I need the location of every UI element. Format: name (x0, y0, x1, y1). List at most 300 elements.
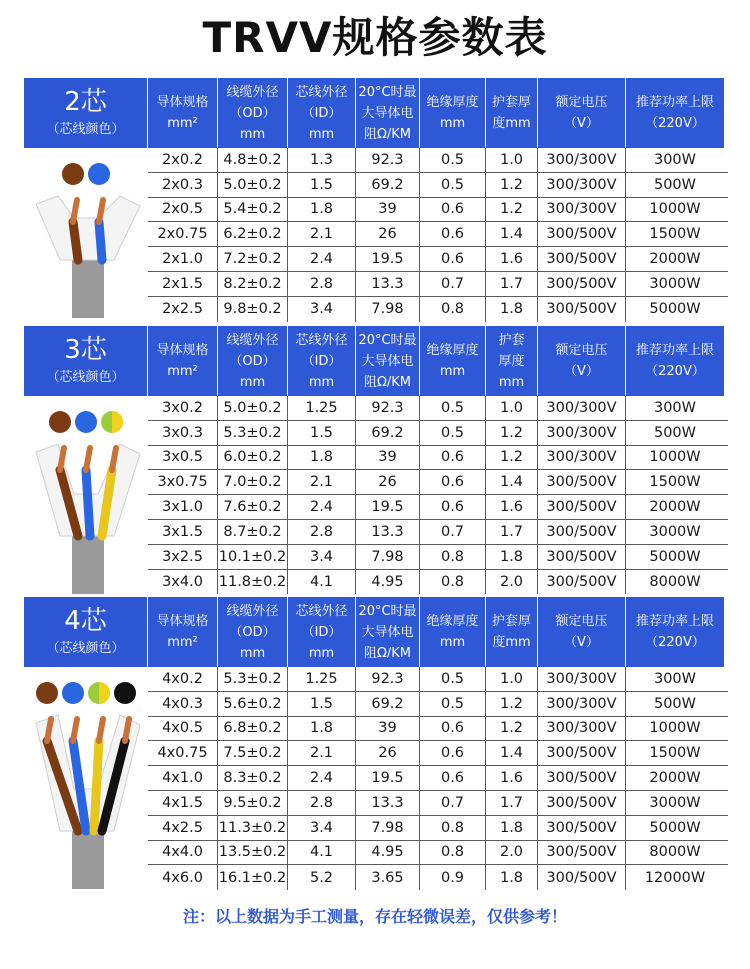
table-cell: 1500W (649, 226, 701, 243)
table-cell: 1.8 (486, 545, 538, 569)
cable-image (24, 148, 148, 322)
column-header (356, 78, 420, 148)
table-cell: 8.7±0.2 (218, 520, 288, 544)
table-cell: 2.8 (288, 520, 356, 544)
core-color-dot (62, 163, 84, 185)
table-cell: 1.0 (486, 396, 538, 420)
table-body (148, 396, 728, 594)
table-cell: 2.4 (288, 495, 356, 519)
table-cell: 92.3 (356, 148, 420, 172)
table-cell: 19.5 (356, 766, 420, 790)
column-header-line: （V） (564, 635, 599, 650)
copper-conductor (99, 200, 103, 222)
table-cell: 1.6 (486, 495, 538, 519)
core-wire (86, 470, 90, 536)
table-cell: 4.1 (288, 570, 356, 595)
table-cell: 6.2±0.2 (218, 222, 288, 246)
cable-sheath (72, 536, 104, 594)
table-cell: 1.6 (486, 766, 538, 790)
table-cell: 1.8 (486, 865, 538, 890)
copper-conductor (99, 719, 103, 741)
table-cell: 13.3 (356, 791, 420, 815)
column-header (288, 597, 356, 667)
column-header-line: 绝缘厚度 (426, 614, 479, 629)
table-cell: 300/300V (538, 198, 626, 222)
table-row (148, 520, 728, 545)
table-cell: 1.0 (486, 667, 538, 691)
column-header (218, 78, 288, 148)
column-header (218, 326, 288, 396)
table-cell: 0.5 (420, 148, 486, 172)
column-header-line: （V） (564, 116, 599, 131)
table-cell: 39 (356, 446, 420, 470)
table-cell: 6.0±0.2 (218, 446, 288, 470)
table-cell: 2x0.5 (148, 198, 218, 222)
table-cell: 2.8 (288, 272, 356, 296)
copper-conductor (112, 448, 116, 470)
table-row (148, 198, 728, 223)
table-cell: 300/500V (538, 791, 626, 815)
table-header (24, 78, 728, 148)
table-cell: 1.5 (288, 421, 356, 445)
table-cell: 4x1.0 (148, 766, 218, 790)
table-cell: 300/500V (538, 741, 626, 765)
cable-image (24, 667, 148, 890)
column-header-line: mm (308, 126, 335, 142)
table-cell: 19.5 (356, 247, 420, 271)
column-header-line: 导体规格 (156, 95, 209, 110)
column-header-line: （ID） (301, 353, 342, 369)
table-cell: 0.9 (420, 865, 486, 890)
table-cell: 4x0.2 (148, 667, 218, 691)
table-cell: 4.1 (288, 841, 356, 865)
table-cell: 69.2 (356, 692, 420, 716)
table-cell: 9.8±0.2 (218, 297, 288, 322)
table-cell: 2.8 (288, 791, 356, 815)
table-cell: 4x6.0 (148, 865, 218, 890)
table-row (148, 545, 728, 570)
table-cell: 3x4.0 (148, 570, 218, 595)
table-cell: 0.6 (420, 470, 486, 494)
table-header (24, 597, 728, 667)
table-cell: 2.1 (288, 222, 356, 246)
table-cell: 1.4 (486, 222, 538, 246)
table-cell: 5000W (649, 819, 701, 836)
table-cell: 1.4 (486, 470, 538, 494)
table-cell: 19.5 (356, 495, 420, 519)
table-cell: 0.5 (420, 421, 486, 445)
table-cell: 300/300V (538, 173, 626, 197)
table-row (148, 222, 728, 247)
table-cell: 0.6 (420, 446, 486, 470)
table-cell: 0.7 (420, 791, 486, 815)
column-header-line: 芯线外径 (295, 332, 348, 348)
column-header-line: 护套厚 (491, 614, 531, 629)
cable-illustration (24, 667, 148, 889)
table-cell: 1.2 (486, 198, 538, 222)
table-cell: 1000W (649, 201, 701, 218)
table-cell: 0.5 (420, 396, 486, 420)
table-cell: 5.4±0.2 (218, 198, 288, 222)
table-cell: 300/500V (538, 222, 626, 246)
table-cell: 1.5 (288, 692, 356, 716)
table-cell: 300W (653, 151, 696, 168)
table-cell: 13.5±0.2 (218, 841, 288, 865)
column-header-line: mm (439, 635, 466, 650)
column-header (626, 78, 724, 148)
table-cell: 300/300V (538, 446, 626, 470)
table-header (24, 326, 728, 396)
table-cell: 3x1.5 (148, 520, 218, 544)
table-row (148, 865, 728, 890)
column-header-line: 20°C时最 (358, 603, 417, 619)
table-cell: 2x0.2 (148, 148, 218, 172)
table-cell: 5000W (649, 548, 701, 565)
column-header (148, 78, 218, 148)
column-header-line: 阻Ω/KM (363, 374, 412, 390)
column-header (420, 78, 486, 148)
table-cell: 0.6 (420, 247, 486, 271)
core-count-header (24, 326, 148, 396)
core-color-dot-stripe (99, 682, 110, 704)
table-cell: 2.4 (288, 766, 356, 790)
column-header-line: （OD）mm (229, 353, 276, 390)
table-cell: 300/500V (538, 297, 626, 322)
table-cell: 5.6±0.2 (218, 692, 288, 716)
core-count-label: 3芯 (64, 335, 107, 365)
table-cell: 1000W (649, 449, 701, 466)
table-cell: 0.8 (420, 841, 486, 865)
table-cell: 4x2.5 (148, 816, 218, 840)
table-cell: 1500W (649, 745, 701, 762)
column-header-line: 线缆外径 (226, 603, 279, 619)
column-header-line: 20°C时最 (358, 332, 417, 348)
column-header (538, 78, 626, 148)
table-cell: 1.5 (288, 173, 356, 197)
table-cell: 2.1 (288, 470, 356, 494)
table-cell: 1.7 (486, 791, 538, 815)
table-row (148, 667, 728, 692)
column-header-line: 导体规格 (156, 614, 209, 629)
table-body (148, 148, 728, 322)
column-header-line: 线缆外径 (226, 332, 279, 348)
table-cell: 7.5±0.2 (218, 741, 288, 765)
table-cell: 3.4 (288, 545, 356, 569)
core-count-label: 2芯 (64, 87, 107, 117)
table-cell: 11.3±0.2 (218, 816, 288, 840)
table-cell: 8.2±0.2 (218, 272, 288, 296)
table-cell: 300/300V (538, 396, 626, 420)
table-cell: 39 (356, 198, 420, 222)
column-header (288, 78, 356, 148)
table-cell: 1.0 (486, 148, 538, 172)
table-cell: 2.0 (486, 841, 538, 865)
table-cell: 3x0.5 (148, 446, 218, 470)
core-color-caption: （芯线颜色） (46, 122, 125, 137)
core-color-dot (49, 411, 71, 433)
column-header-line: 额定电压 (555, 95, 608, 110)
table-cell: 39 (356, 717, 420, 741)
column-header (538, 597, 626, 667)
table-cell: 2x1.5 (148, 272, 218, 296)
table-cell: 5.0±0.2 (218, 173, 288, 197)
table-cell: 500W (653, 176, 696, 193)
table-cell: 1.8 (288, 446, 356, 470)
table-cell: 5000W (649, 301, 701, 318)
column-header-line: 芯线外径 (295, 603, 348, 619)
table-cell: 1.2 (486, 717, 538, 741)
table-cell: 4.95 (356, 570, 420, 595)
table-cell: 3000W (649, 794, 701, 811)
core-count-header (24, 78, 148, 148)
page-title: TRVV规格参数表 (202, 13, 548, 62)
table-cell: 300/300V (538, 421, 626, 445)
column-header (356, 597, 420, 667)
column-header-line: 护套 (498, 332, 525, 348)
table-cell: 3000W (649, 523, 701, 540)
column-header (538, 326, 626, 396)
table-cell: 2.1 (288, 741, 356, 765)
table-cell: 9.5±0.2 (218, 791, 288, 815)
column-header-line: 推荐功率上限 (635, 614, 714, 629)
column-header-line: 20°C时最 (358, 84, 417, 100)
table-cell: 1.8 (486, 816, 538, 840)
table-cell: 2000W (649, 770, 701, 787)
core-color-caption: （芯线颜色） (46, 641, 125, 656)
table-cell: 3.65 (356, 865, 420, 890)
column-header-line: 厚度 (498, 353, 525, 369)
table-row (148, 421, 728, 446)
core-color-dot (88, 163, 110, 185)
core-color-caption: （芯线颜色） (46, 370, 125, 385)
core-count-label: 4芯 (64, 606, 107, 636)
table-cell: 300/500V (538, 816, 626, 840)
core-wire (73, 222, 78, 260)
table-cell: 7.98 (356, 297, 420, 322)
table-cell: 4.95 (356, 841, 420, 865)
table-cell: 1.3 (288, 148, 356, 172)
table-cell: 5.3±0.2 (218, 667, 288, 691)
table-row (148, 148, 728, 173)
table-cell: 13.3 (356, 272, 420, 296)
table-body (148, 667, 728, 890)
column-header-line: 阻Ω/KM (363, 645, 412, 661)
cable-image (24, 396, 148, 594)
copper-conductor (47, 719, 51, 741)
copper-conductor (125, 719, 129, 741)
table-cell: 300/500V (538, 272, 626, 296)
core-color-dot-stripe (112, 411, 123, 433)
column-header-line: 线缆外径 (226, 84, 279, 100)
core-wire (94, 741, 99, 831)
column-header-line: （OD）mm (229, 105, 276, 142)
table-row (148, 247, 728, 272)
column-header-line: （ID） (301, 105, 342, 121)
table-row (148, 791, 728, 816)
column-header-line: 大导体电 (361, 353, 414, 369)
footnote: 注：以上数据为手工测量，存在轻微误差，仅供参考！ (182, 907, 567, 926)
table-cell: 1500W (649, 474, 701, 491)
table-cell: 4x1.5 (148, 791, 218, 815)
table-cell: 300/500V (538, 766, 626, 790)
table-cell: 92.3 (356, 667, 420, 691)
table-cell: 500W (653, 695, 696, 712)
table-row (148, 816, 728, 841)
column-header-line: mm² (167, 116, 198, 131)
table-cell: 0.7 (420, 272, 486, 296)
table-row (148, 173, 728, 198)
column-header-line: 度mm (492, 116, 531, 131)
column-header (420, 597, 486, 667)
table-cell: 26 (356, 470, 420, 494)
column-header-line: mm² (167, 364, 198, 379)
core-wire (99, 222, 102, 260)
table-cell: 0.6 (420, 741, 486, 765)
column-header (486, 78, 538, 148)
table-row (148, 272, 728, 297)
table-cell: 2.0 (486, 570, 538, 595)
column-header-line: 芯线外径 (295, 84, 348, 100)
cable-illustration (24, 396, 148, 594)
table-cell: 0.6 (420, 495, 486, 519)
core-color-dot (62, 682, 84, 704)
table-row (148, 446, 728, 471)
spec-section-2-core (24, 78, 728, 322)
column-header-line: （220V） (645, 364, 705, 379)
table-cell: 8.3±0.2 (218, 766, 288, 790)
table-cell: 11.8±0.2 (218, 570, 288, 595)
table-row (148, 766, 728, 791)
table-cell: 26 (356, 741, 420, 765)
table-cell: 3x0.75 (148, 470, 218, 494)
table-cell: 3x1.0 (148, 495, 218, 519)
column-header-line: （220V） (645, 635, 705, 650)
column-header (148, 326, 218, 396)
table-cell: 69.2 (356, 421, 420, 445)
column-header-line: 度mm (492, 635, 531, 650)
table-row (148, 396, 728, 421)
copper-conductor (73, 200, 77, 222)
table-row (148, 717, 728, 742)
column-header (420, 326, 486, 396)
column-header-line: 阻Ω/KM (363, 126, 412, 142)
core-color-dot (114, 682, 136, 704)
column-header-line: 额定电压 (555, 614, 608, 629)
table-cell: 0.6 (420, 198, 486, 222)
table-cell: 4x0.75 (148, 741, 218, 765)
table-cell: 7.0±0.2 (218, 470, 288, 494)
table-cell: 8000W (649, 844, 701, 861)
table-row (148, 297, 728, 322)
table-row (148, 470, 728, 495)
table-cell: 8000W (649, 573, 701, 590)
copper-conductor (73, 719, 77, 741)
table-row (148, 741, 728, 766)
table-cell: 2000W (649, 251, 701, 268)
table-cell: 300/500V (538, 495, 626, 519)
column-header-line: 额定电压 (555, 343, 608, 358)
table-cell: 300/300V (538, 692, 626, 716)
column-header-line: 绝缘厚度 (426, 343, 479, 358)
table-cell: 5.2 (288, 865, 356, 890)
table-cell: 1000W (649, 720, 701, 737)
table-cell: 16.1±0.2 (218, 865, 288, 890)
table-cell: 6.8±0.2 (218, 717, 288, 741)
column-header (148, 597, 218, 667)
column-header (626, 326, 724, 396)
table-cell: 3.4 (288, 816, 356, 840)
column-header-line: （OD）mm (229, 624, 276, 661)
table-cell: 1.2 (486, 421, 538, 445)
table-cell: 0.6 (420, 222, 486, 246)
table-cell: 0.8 (420, 816, 486, 840)
column-header (218, 597, 288, 667)
column-header (486, 326, 538, 396)
column-header-line: 大导体电 (361, 105, 414, 121)
table-cell: 7.98 (356, 816, 420, 840)
table-cell: 1.8 (486, 297, 538, 322)
table-cell: 300/300V (538, 667, 626, 691)
table-row (148, 841, 728, 866)
table-cell: 1.2 (486, 692, 538, 716)
table-cell: 1.8 (288, 198, 356, 222)
column-header-line: mm (439, 364, 466, 379)
table-cell: 2x0.75 (148, 222, 218, 246)
table-cell: 12000W (644, 869, 706, 886)
table-cell: 0.8 (420, 570, 486, 595)
column-header-line: mm (498, 374, 525, 390)
table-cell: 92.3 (356, 396, 420, 420)
table-cell: 3x2.5 (148, 545, 218, 569)
table-cell: 3000W (649, 275, 701, 292)
table-cell: 0.8 (420, 545, 486, 569)
table-cell: 2.4 (288, 247, 356, 271)
cable-illustration (24, 148, 148, 318)
column-header (486, 597, 538, 667)
table-cell: 10.1±0.2 (218, 545, 288, 569)
table-row (148, 495, 728, 520)
table-cell: 1.4 (486, 741, 538, 765)
table-cell: 4x0.5 (148, 717, 218, 741)
table-cell: 1.8 (288, 717, 356, 741)
column-header-line: （ID） (301, 624, 342, 640)
column-header-line: 推荐功率上限 (635, 343, 714, 358)
table-cell: 0.5 (420, 667, 486, 691)
column-header-line: （220V） (645, 116, 705, 131)
copper-conductor (86, 448, 90, 470)
table-cell: 0.5 (420, 173, 486, 197)
table-cell: 3x0.3 (148, 421, 218, 445)
table-cell: 1.7 (486, 272, 538, 296)
table-cell: 5.3±0.2 (218, 421, 288, 445)
table-cell: 300/500V (538, 520, 626, 544)
table-cell: 2x1.0 (148, 247, 218, 271)
core-color-dot (75, 411, 97, 433)
table-cell: 500W (653, 424, 696, 441)
table-cell: 300/500V (538, 545, 626, 569)
filler-strands (36, 196, 140, 260)
cable-sheath (72, 260, 104, 318)
table-row (148, 570, 728, 595)
table-cell: 26 (356, 222, 420, 246)
column-header-line: 推荐功率上限 (635, 95, 714, 110)
table-cell: 69.2 (356, 173, 420, 197)
table-cell: 300/300V (538, 148, 626, 172)
column-header-line: 大导体电 (361, 624, 414, 640)
core-color-dot (36, 682, 58, 704)
column-header (626, 597, 724, 667)
column-header-line: （V） (564, 364, 599, 379)
